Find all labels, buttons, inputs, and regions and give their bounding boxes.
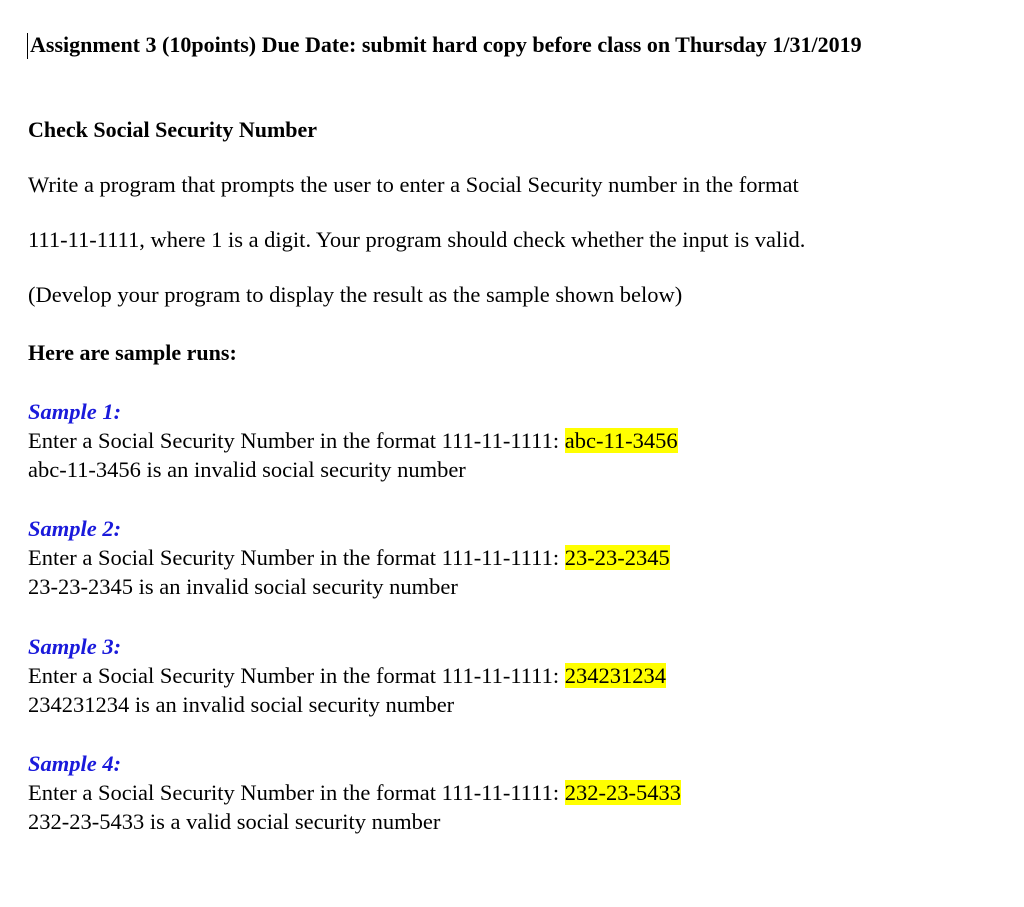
sample-prompt: Enter a Social Security Number in the format 111-11-1111:	[28, 545, 565, 570]
sample-run-4	[28, 749, 1008, 836]
sample-input-highlight: 232-23-5433	[564, 780, 681, 805]
sample-label: Sample 2:	[28, 516, 122, 541]
sample-prompt-line	[28, 661, 1008, 690]
paragraph-line-3: (Develop your program to display the result as the sample shown below)	[28, 282, 683, 307]
sample-input-highlight: abc-11-3456	[564, 428, 678, 453]
sample-result: abc-11-3456 is an invalid social security number	[28, 457, 466, 482]
paragraph-line-1: Write a program that prompts the user to enter a Social Security number in the format	[28, 172, 799, 197]
sample-prompt: Enter a Social Security Number in the format 111-11-1111:	[28, 428, 565, 453]
assignment-title: Assignment 3 (10points) Due Date: submit hard copy before class on Thursday 1/31/2019	[30, 32, 862, 57]
sample-run-1	[28, 397, 1008, 484]
sample-prompt: Enter a Social Security Number in the format 111-11-1111:	[28, 780, 565, 805]
sample-result: 232-23-5433 is a valid social security number	[28, 809, 441, 834]
problem-heading: Check Social Security Number	[28, 117, 318, 142]
sample-result: 23-23-2345 is an invalid social security number	[28, 574, 458, 599]
sample-input-highlight: 23-23-2345	[564, 545, 670, 570]
sample-run-2	[28, 514, 1008, 601]
sample-prompt: Enter a Social Security Number in the format 111-11-1111:	[28, 663, 565, 688]
sample-label: Sample 1:	[28, 399, 122, 424]
document-page	[28, 0, 1018, 907]
sample-runs-heading: Here are sample runs:	[28, 340, 237, 365]
sample-label: Sample 4:	[28, 751, 122, 776]
sample-run-3	[28, 632, 1008, 719]
paragraph-line-2: 111-11-1111, where 1 is a digit. Your program should check whether the input is valid.	[28, 227, 806, 252]
sample-prompt-line	[28, 543, 1008, 572]
sample-prompt-line	[28, 426, 1008, 455]
sample-label: Sample 3:	[28, 634, 122, 659]
sample-result: 234231234 is an invalid social security number	[28, 692, 455, 717]
sample-prompt-line	[28, 778, 1008, 807]
sample-input-highlight: 234231234	[564, 663, 666, 688]
